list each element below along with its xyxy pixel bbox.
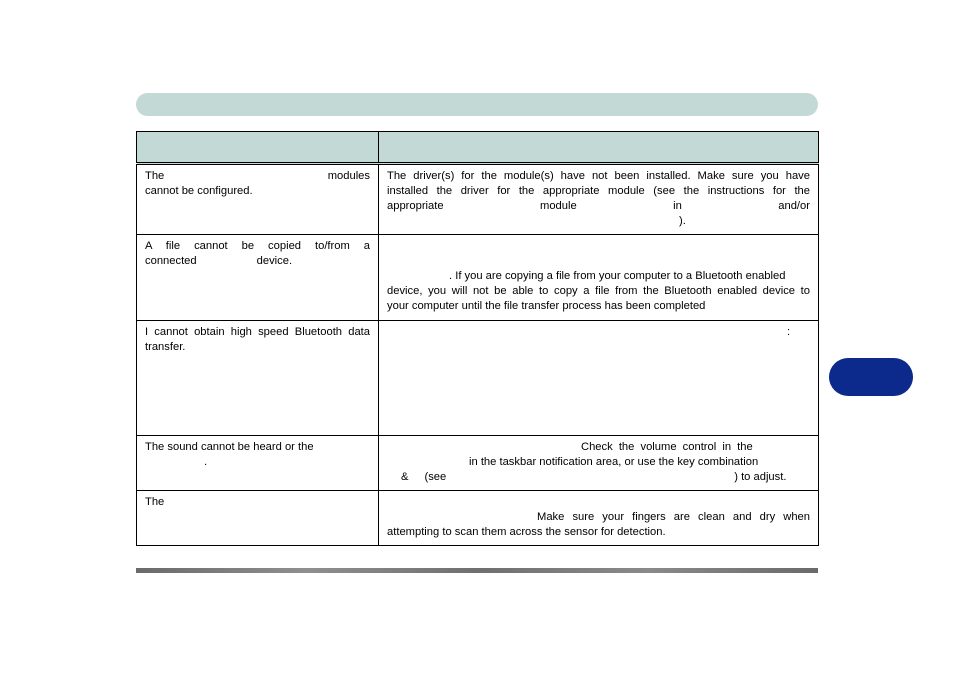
solution-text: : xyxy=(787,326,791,338)
solution-text: installed the driver for the appropriate module (see the instructions for the xyxy=(387,185,810,197)
solution-cell xyxy=(379,321,819,436)
problem-column-header xyxy=(137,132,379,164)
table-row xyxy=(137,235,819,321)
problem-text: connected xyxy=(145,255,197,267)
problem-text: device. xyxy=(256,255,293,267)
problem-cell xyxy=(137,491,379,546)
problem-cell xyxy=(137,436,379,491)
solution-text: ). xyxy=(679,215,686,227)
solution-text: Check the volume control in the xyxy=(581,441,753,453)
solution-cell xyxy=(379,164,819,235)
solution-text: in the taskbar notification area, or use the key combination xyxy=(469,456,759,468)
solution-text: device, you will not be able to copy a file from the Bluetooth enabled device to xyxy=(387,285,810,297)
problem-text: . xyxy=(204,456,208,468)
solution-text: and/or xyxy=(778,200,810,212)
problem-text: cannot be configured. xyxy=(145,185,253,197)
solution-text: your computer until the file transfer process has been completed xyxy=(387,300,706,312)
solution-cell xyxy=(379,491,819,546)
footer-rule xyxy=(136,568,818,573)
solution-column-header xyxy=(379,132,819,164)
table-row xyxy=(137,164,819,235)
table-header-row xyxy=(137,132,819,164)
table-row xyxy=(137,321,819,436)
problem-text: The xyxy=(145,496,165,508)
problem-text: The xyxy=(145,170,165,182)
solution-text: attempting to scan them across the sensor for detection. xyxy=(387,526,666,538)
problem-text: A file cannot be copied to/from a xyxy=(145,240,370,252)
solution-text: . If you are copying a file from your computer to a Bluetooth enabled xyxy=(449,270,786,282)
solution-text: (see xyxy=(424,471,447,483)
solution-cell xyxy=(379,436,819,491)
problem-cell xyxy=(137,321,379,436)
table-row xyxy=(137,436,819,491)
table-row xyxy=(137,491,819,546)
solution-text: The driver(s) for the module(s) have not been installed. Make sure you have xyxy=(387,170,810,182)
problem-text: modules xyxy=(327,170,370,182)
solution-text: Make sure your fingers are clean and dry when xyxy=(537,511,810,523)
solution-cell xyxy=(379,235,819,321)
problem-text: I cannot obtain high speed Bluetooth data xyxy=(145,326,370,338)
problem-cell xyxy=(137,164,379,235)
chapter-tab[interactable] xyxy=(829,358,913,396)
solution-text: ) to adjust. xyxy=(734,471,787,483)
problem-cell xyxy=(137,235,379,321)
chapter-header-bar xyxy=(136,93,818,116)
troubleshooting-table xyxy=(136,131,819,546)
problem-text: transfer. xyxy=(145,341,186,353)
solution-text: appropriate module in xyxy=(387,200,682,212)
problem-text: The sound cannot be heard or the xyxy=(145,441,314,453)
solution-text: & xyxy=(401,471,409,483)
